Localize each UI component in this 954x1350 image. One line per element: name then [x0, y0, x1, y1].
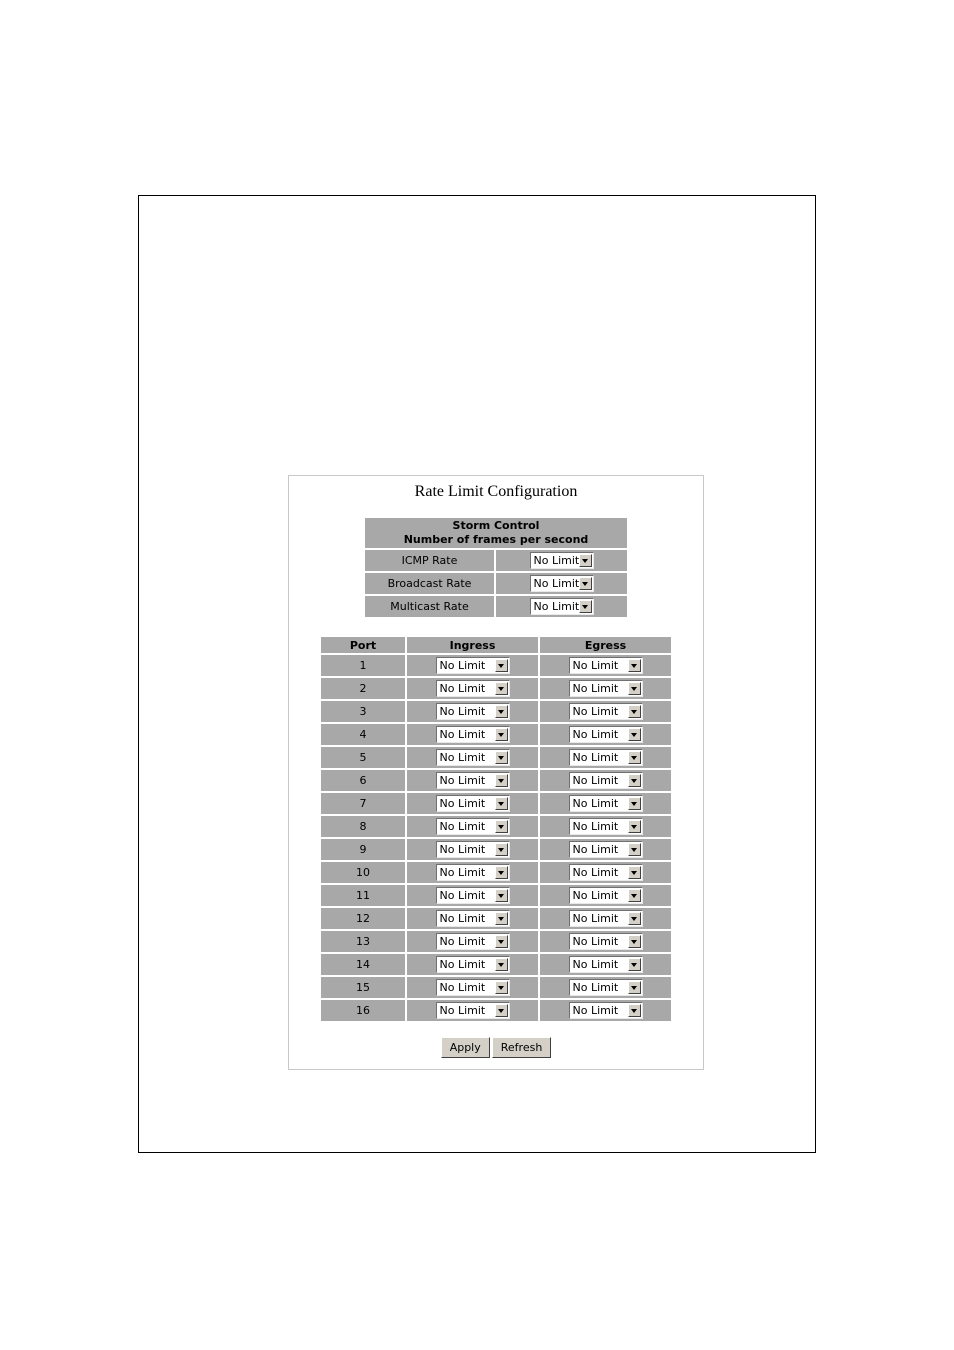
- dropdown-value: No Limit: [572, 935, 619, 948]
- port-number: 8: [321, 816, 407, 839]
- ingress-select[interactable]: [436, 818, 510, 835]
- ingress-cell: [407, 770, 540, 793]
- dropdown-value: No Limit: [439, 935, 486, 948]
- storm-rate-cell: [496, 550, 627, 573]
- egress-select[interactable]: [569, 956, 643, 973]
- table-row: [321, 816, 671, 839]
- ingress-column-header: Ingress: [407, 637, 540, 655]
- ingress-cell: [407, 954, 540, 977]
- chevron-down-icon[interactable]: [495, 958, 508, 971]
- dropdown-value: No Limit: [572, 889, 619, 902]
- egress-cell: [540, 747, 671, 770]
- table-row: [321, 701, 671, 724]
- dropdown-value: No Limit: [439, 659, 486, 672]
- storm-control-header: [365, 518, 627, 550]
- port-number: 9: [321, 839, 407, 862]
- egress-select[interactable]: [569, 910, 643, 927]
- chevron-down-icon[interactable]: [628, 935, 641, 948]
- storm-control-row: [365, 573, 627, 596]
- table-row: [321, 678, 671, 701]
- chevron-down-icon[interactable]: [579, 554, 591, 567]
- apply-button[interactable]: Apply: [441, 1037, 490, 1058]
- table-row: [321, 793, 671, 816]
- chevron-down-icon[interactable]: [495, 751, 508, 764]
- egress-select[interactable]: [569, 933, 643, 950]
- dropdown-value: No Limit: [439, 774, 486, 787]
- egress-select[interactable]: [569, 680, 643, 697]
- egress-select[interactable]: [569, 841, 643, 858]
- port-column-header: Port: [321, 637, 407, 655]
- dropdown-value: No Limit: [572, 820, 619, 833]
- port-number: 7: [321, 793, 407, 816]
- port-table-body: [321, 655, 671, 1023]
- ingress-select[interactable]: [436, 841, 510, 858]
- chevron-down-icon[interactable]: [495, 843, 508, 856]
- dropdown-value: No Limit: [572, 659, 619, 672]
- ingress-select[interactable]: [436, 1002, 510, 1019]
- storm-control-body: [365, 550, 627, 619]
- refresh-button[interactable]: Refresh: [492, 1037, 552, 1058]
- egress-cell: [540, 678, 671, 701]
- chevron-down-icon[interactable]: [628, 866, 641, 879]
- egress-select[interactable]: [569, 887, 643, 904]
- ingress-select[interactable]: [436, 864, 510, 881]
- table-row: [321, 839, 671, 862]
- ingress-cell: [407, 885, 540, 908]
- ingress-cell: [407, 839, 540, 862]
- chevron-down-icon[interactable]: [628, 889, 641, 902]
- storm-rate-label: Broadcast Rate: [365, 573, 496, 596]
- storm-control-header-row: [365, 518, 627, 550]
- chevron-down-icon[interactable]: [628, 981, 641, 994]
- chevron-down-icon[interactable]: [495, 1004, 508, 1017]
- storm-rate-label: ICMP Rate: [365, 550, 496, 573]
- egress-select[interactable]: [569, 795, 643, 812]
- dropdown-value: No Limit: [439, 705, 486, 718]
- ingress-cell: [407, 931, 540, 954]
- dropdown-value: No Limit: [572, 751, 619, 764]
- chevron-down-icon[interactable]: [495, 728, 508, 741]
- egress-cell: [540, 770, 671, 793]
- dropdown-value: No Limit: [572, 981, 619, 994]
- dropdown-value: No Limit: [572, 866, 619, 879]
- table-row: [321, 770, 671, 793]
- chevron-down-icon[interactable]: [495, 820, 508, 833]
- storm-rate-label: Multicast Rate: [365, 596, 496, 619]
- ingress-select[interactable]: [436, 726, 510, 743]
- dropdown-value: No Limit: [439, 958, 486, 971]
- egress-cell: [540, 908, 671, 931]
- port-number: 2: [321, 678, 407, 701]
- chevron-down-icon[interactable]: [495, 705, 508, 718]
- egress-cell: [540, 885, 671, 908]
- chevron-down-icon[interactable]: [628, 728, 641, 741]
- egress-cell: [540, 793, 671, 816]
- dropdown-value: No Limit: [439, 682, 486, 695]
- dropdown-value: No Limit: [439, 797, 486, 810]
- egress-cell: [540, 655, 671, 678]
- dropdown-value: No Limit: [439, 866, 486, 879]
- table-row: [321, 862, 671, 885]
- ingress-cell: [407, 724, 540, 747]
- port-number: 3: [321, 701, 407, 724]
- egress-cell: [540, 862, 671, 885]
- chevron-down-icon[interactable]: [628, 797, 641, 810]
- ingress-select[interactable]: [436, 772, 510, 789]
- ingress-cell: [407, 1000, 540, 1023]
- table-row: [321, 747, 671, 770]
- port-number: 15: [321, 977, 407, 1000]
- port-number: 12: [321, 908, 407, 931]
- egress-select[interactable]: [569, 749, 643, 766]
- dropdown-value: No Limit: [533, 600, 580, 613]
- chevron-down-icon[interactable]: [628, 705, 641, 718]
- storm-rate-select[interactable]: [530, 575, 594, 592]
- dropdown-value: No Limit: [533, 554, 580, 567]
- chevron-down-icon[interactable]: [495, 981, 508, 994]
- ingress-cell: [407, 908, 540, 931]
- ingress-cell: [407, 747, 540, 770]
- egress-select[interactable]: [569, 864, 643, 881]
- table-row: [321, 954, 671, 977]
- table-row: [321, 931, 671, 954]
- port-number: 14: [321, 954, 407, 977]
- egress-select[interactable]: [569, 818, 643, 835]
- port-number: 10: [321, 862, 407, 885]
- table-row: [321, 977, 671, 1000]
- table-row: [321, 724, 671, 747]
- port-number: 13: [321, 931, 407, 954]
- ingress-select[interactable]: [436, 910, 510, 927]
- chevron-down-icon[interactable]: [628, 912, 641, 925]
- storm-control-row: [365, 550, 627, 573]
- table-row: [321, 885, 671, 908]
- action-buttons: [289, 1037, 703, 1058]
- dropdown-value: No Limit: [572, 1004, 619, 1017]
- storm-rate-cell: [496, 573, 627, 596]
- chevron-down-icon[interactable]: [495, 774, 508, 787]
- port-number: 5: [321, 747, 407, 770]
- storm-control-table: [365, 518, 627, 619]
- dropdown-value: No Limit: [439, 843, 486, 856]
- ingress-select[interactable]: [436, 933, 510, 950]
- chevron-down-icon[interactable]: [579, 577, 591, 590]
- chevron-down-icon[interactable]: [495, 659, 508, 672]
- egress-select[interactable]: [569, 1002, 643, 1019]
- storm-control-subtitle: Number of frames per second: [403, 533, 589, 546]
- dropdown-value: No Limit: [572, 774, 619, 787]
- chevron-down-icon[interactable]: [579, 600, 591, 613]
- ingress-cell: [407, 678, 540, 701]
- egress-cell: [540, 931, 671, 954]
- dropdown-value: No Limit: [439, 981, 486, 994]
- chevron-down-icon[interactable]: [628, 1004, 641, 1017]
- dropdown-value: No Limit: [439, 889, 486, 902]
- chevron-down-icon[interactable]: [628, 958, 641, 971]
- chevron-down-icon[interactable]: [495, 797, 508, 810]
- ingress-cell: [407, 862, 540, 885]
- storm-control-title: Storm Control: [452, 519, 540, 532]
- egress-cell: [540, 839, 671, 862]
- egress-column-header: Egress: [540, 637, 671, 655]
- chevron-down-icon[interactable]: [628, 843, 641, 856]
- storm-rate-cell: [496, 596, 627, 619]
- dropdown-value: No Limit: [439, 820, 486, 833]
- storm-rate-select[interactable]: [530, 598, 594, 615]
- port-number: 1: [321, 655, 407, 678]
- storm-control-row: [365, 596, 627, 619]
- egress-cell: [540, 977, 671, 1000]
- dropdown-value: No Limit: [572, 705, 619, 718]
- chevron-down-icon[interactable]: [628, 774, 641, 787]
- dropdown-value: No Limit: [572, 728, 619, 741]
- chevron-down-icon[interactable]: [628, 659, 641, 672]
- egress-cell: [540, 1000, 671, 1023]
- chevron-down-icon[interactable]: [628, 820, 641, 833]
- chevron-down-icon[interactable]: [628, 751, 641, 764]
- chevron-down-icon[interactable]: [495, 889, 508, 902]
- dropdown-value: No Limit: [439, 912, 486, 925]
- ingress-select[interactable]: [436, 657, 510, 674]
- dropdown-value: No Limit: [572, 682, 619, 695]
- egress-cell: [540, 816, 671, 839]
- table-row: [321, 1000, 671, 1023]
- rate-limit-panel: [288, 475, 704, 1070]
- chevron-down-icon[interactable]: [495, 682, 508, 695]
- dropdown-value: No Limit: [572, 843, 619, 856]
- dropdown-value: No Limit: [439, 751, 486, 764]
- egress-select[interactable]: [569, 703, 643, 720]
- egress-select[interactable]: [569, 772, 643, 789]
- table-row: [321, 655, 671, 678]
- ingress-select[interactable]: [436, 956, 510, 973]
- ingress-cell: [407, 793, 540, 816]
- chevron-down-icon[interactable]: [495, 912, 508, 925]
- ingress-select[interactable]: [436, 703, 510, 720]
- ingress-cell: [407, 701, 540, 724]
- dropdown-value: No Limit: [439, 1004, 486, 1017]
- dropdown-value: No Limit: [533, 577, 580, 590]
- egress-select[interactable]: [569, 979, 643, 996]
- dropdown-value: No Limit: [572, 912, 619, 925]
- egress-select[interactable]: [569, 726, 643, 743]
- egress-cell: [540, 701, 671, 724]
- chevron-down-icon[interactable]: [495, 935, 508, 948]
- port-number: 16: [321, 1000, 407, 1023]
- page-title: Rate Limit Configuration: [414, 483, 578, 500]
- egress-cell: [540, 724, 671, 747]
- ingress-cell: [407, 816, 540, 839]
- ingress-select[interactable]: [436, 749, 510, 766]
- port-number: 4: [321, 724, 407, 747]
- chevron-down-icon[interactable]: [495, 866, 508, 879]
- ingress-select[interactable]: [436, 795, 510, 812]
- port-table-header-row: [321, 637, 671, 655]
- ingress-cell: [407, 977, 540, 1000]
- egress-cell: [540, 954, 671, 977]
- port-number: 6: [321, 770, 407, 793]
- port-rate-table: [321, 637, 671, 1023]
- dropdown-value: No Limit: [572, 958, 619, 971]
- egress-select[interactable]: [569, 657, 643, 674]
- dropdown-value: No Limit: [572, 797, 619, 810]
- chevron-down-icon[interactable]: [628, 682, 641, 695]
- ingress-select[interactable]: [436, 680, 510, 697]
- ingress-select[interactable]: [436, 887, 510, 904]
- dropdown-value: No Limit: [439, 728, 486, 741]
- table-row: [321, 908, 671, 931]
- ingress-cell: [407, 655, 540, 678]
- port-number: 11: [321, 885, 407, 908]
- ingress-select[interactable]: [436, 979, 510, 996]
- storm-rate-select[interactable]: [530, 552, 594, 569]
